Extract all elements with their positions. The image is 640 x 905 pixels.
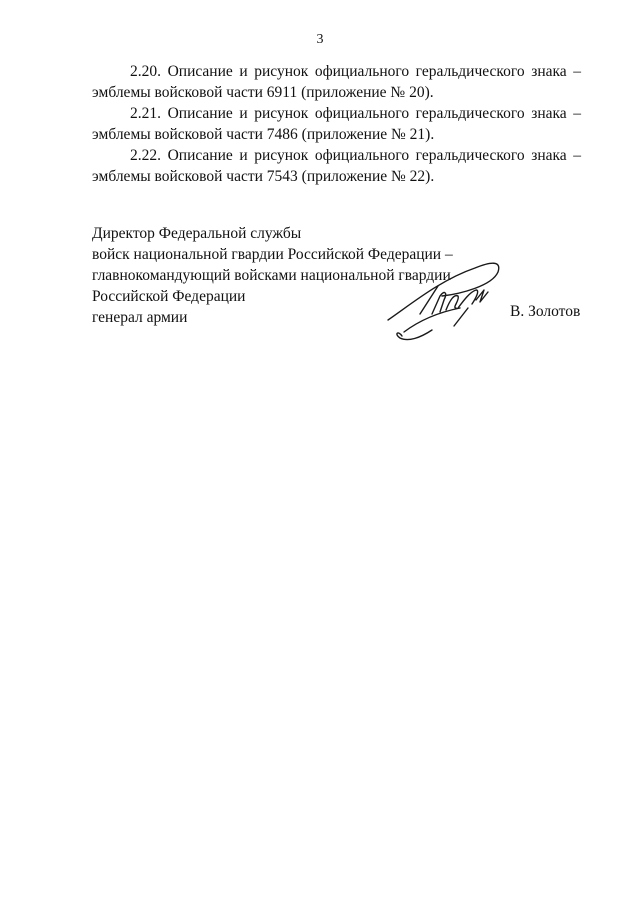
list-item: 2.21. Описание и рисунок официального геральдического знака – эмблемы войсковой части 7486 (приложение № 21). [92,105,581,143]
list-item: 2.20. Описание и рисунок официального геральдического знака – эмблемы войсковой части 6911 (приложение № 20). [92,63,581,101]
list-item: 2.22. Описание и рисунок официального геральдического знака – эмблемы войсковой части 7543 (приложение № 22). [92,147,581,185]
items-list [92,61,581,187]
signatory-title-line: главнокомандующий войсками национальной гвардии [92,267,451,284]
signatory-title-line: Российской Федерации [92,288,246,305]
page-number: 3 [316,32,324,47]
signatory-rank: генерал армии [92,309,188,326]
signer-name: В. Золотов [510,303,581,320]
handwritten-signature [380,250,510,345]
signatory-title-line: Директор Федеральной службы [92,225,302,242]
signatory-title-line: войск национальной гвардии Российской Федерации – [92,246,453,263]
